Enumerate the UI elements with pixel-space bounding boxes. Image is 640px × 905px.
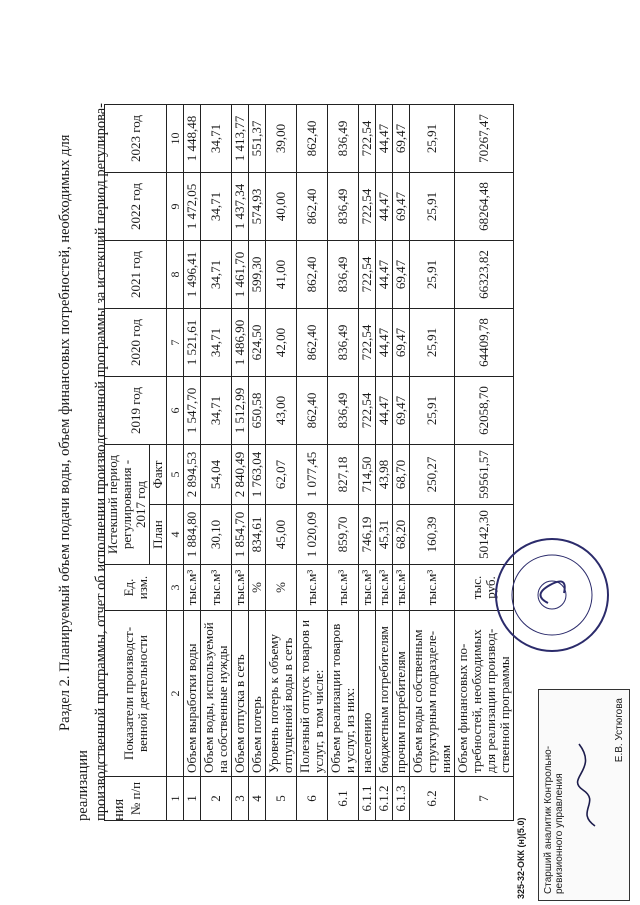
indicator-name-cell: Объем реализации товаров и услуг, из них: [328, 611, 359, 777]
column-index-row [167, 105, 184, 821]
form-code: 325-32-ОКК (н)(5.0) [516, 817, 526, 899]
index-cell: 9 [167, 173, 184, 241]
unit-cell: тыс.м³ [393, 565, 410, 611]
col-header-num: № п/п [105, 777, 167, 821]
value-cell-y2022: 68264,48 [455, 173, 514, 241]
value-cell-fact: 250,27 [410, 445, 455, 505]
col-header-2023: 2023 год [105, 105, 167, 173]
indicator-name-cell: Объем выработки воды [184, 611, 201, 777]
value-cell-y2019: 43,00 [266, 377, 297, 445]
value-cell-y2020: 1 486,90 [232, 309, 249, 377]
value-cell-y2021: 41,00 [266, 241, 297, 309]
row-number-cell: 6.1.3 [393, 777, 410, 821]
value-cell-plan: 45,00 [266, 505, 297, 565]
value-cell-y2020: 64409,78 [455, 309, 514, 377]
index-cell: 8 [167, 241, 184, 309]
unit-cell: тыс.м³ [297, 565, 328, 611]
value-cell-y2019: 1 512,99 [232, 377, 249, 445]
row-number-cell: 6 [297, 777, 328, 821]
index-cell: 1 [167, 777, 184, 821]
value-cell-y2022: 1 437,34 [232, 173, 249, 241]
value-cell-y2021: 69,47 [393, 241, 410, 309]
unit-cell: тыс.м³ [328, 565, 359, 611]
indicator-name-cell: Объем воды, используемой на собственные нужды [201, 611, 232, 777]
heading-line-2: производственной программы, отчет об исполнении производственной программы за истекший период регулирова- [93, 102, 109, 821]
signature-scribble [573, 740, 603, 830]
unit-cell: % [249, 565, 266, 611]
col-header-period: Истекший период регулирования - 2017 год [105, 445, 150, 565]
value-cell-y2023: 1 413,77 [232, 105, 249, 173]
value-cell-y2020: 722,54 [359, 309, 376, 377]
value-cell-y2020: 42,00 [266, 309, 297, 377]
production-program-table [104, 104, 514, 821]
value-cell-y2020: 1 521,61 [184, 309, 201, 377]
value-cell-y2019: 1 547,70 [184, 377, 201, 445]
value-cell-fact: 43,98 [376, 445, 393, 505]
value-cell-y2021: 1 496,41 [184, 241, 201, 309]
col-header-2021: 2021 год [105, 241, 167, 309]
row-number-cell: 1 [184, 777, 201, 821]
value-cell-y2021: 599,30 [249, 241, 266, 309]
value-cell-y2019: 836,49 [328, 377, 359, 445]
heading-line-3: ния [111, 798, 127, 821]
table-row [328, 105, 359, 821]
unit-cell: тыс.м³ [376, 565, 393, 611]
signatory-title: Старший аналитик Контрольно-ревизионного управления [543, 745, 565, 894]
row-number-cell: 6.1.2 [376, 777, 393, 821]
value-cell-y2019: 722,54 [359, 377, 376, 445]
value-cell-y2023: 70267,47 [455, 105, 514, 173]
unit-cell: тыс.м³ [232, 565, 249, 611]
unit-cell: тыс.м³ [201, 565, 232, 611]
index-cell: 7 [167, 309, 184, 377]
row-number-cell: 2 [201, 777, 232, 821]
index-cell: 4 [167, 505, 184, 565]
value-cell-y2022: 574,93 [249, 173, 266, 241]
heading-line-1: Раздел 2. Планируемый объем подачи воды, объем финансовых потребностей, необходимых для реализации [57, 134, 91, 821]
value-cell-y2023: 25,91 [410, 105, 455, 173]
value-cell-y2021: 862,40 [297, 241, 328, 309]
unit-cell: тыс.м³ [184, 565, 201, 611]
value-cell-y2019: 650,58 [249, 377, 266, 445]
value-cell-y2022: 836,49 [328, 173, 359, 241]
value-cell-y2021: 1 461,70 [232, 241, 249, 309]
value-cell-y2022: 44,47 [376, 173, 393, 241]
col-header-2019: 2019 год [105, 377, 167, 445]
value-cell-y2021: 836,49 [328, 241, 359, 309]
index-cell: 3 [167, 565, 184, 611]
value-cell-plan: 1 854,70 [232, 505, 249, 565]
table-row [455, 105, 514, 821]
indicator-name-cell: Уровень потерь к объему отпущенной воды в сеть [266, 611, 297, 777]
value-cell-y2022: 862,40 [297, 173, 328, 241]
value-cell-y2023: 551,37 [249, 105, 266, 173]
table-row [184, 105, 201, 821]
value-cell-y2019: 25,91 [410, 377, 455, 445]
row-number-cell: 6.1.1 [359, 777, 376, 821]
table-row [249, 105, 266, 821]
value-cell-plan: 160,39 [410, 505, 455, 565]
col-header-plan: План [150, 505, 167, 565]
indicator-name-cell: Объем отпуска в сеть [232, 611, 249, 777]
value-cell-fact: 714,50 [359, 445, 376, 505]
indicator-name-cell: Полезный отпуск товаров и услуг, в том числе: [297, 611, 328, 777]
value-cell-y2023: 862,40 [297, 105, 328, 173]
value-cell-fact: 827,18 [328, 445, 359, 505]
col-header-unit: Ед. изм. [105, 565, 167, 611]
value-cell-y2023: 1 448,48 [184, 105, 201, 173]
round-seal-stamp [492, 535, 612, 655]
value-cell-fact: 1 763,04 [249, 445, 266, 505]
value-cell-plan: 859,70 [328, 505, 359, 565]
table-body [167, 105, 514, 821]
table-row [410, 105, 455, 821]
signatory-name: Е.В. Устюгова [614, 698, 625, 763]
value-cell-fact: 2 840,49 [232, 445, 249, 505]
value-cell-y2023: 34,71 [201, 105, 232, 173]
value-cell-y2021: 34,71 [201, 241, 232, 309]
value-cell-y2023: 722,54 [359, 105, 376, 173]
index-cell: 2 [167, 611, 184, 777]
table-row [297, 105, 328, 821]
approval-signature-block [538, 689, 630, 901]
table-row [393, 105, 410, 821]
value-cell-fact: 62,07 [266, 445, 297, 505]
value-cell-y2022: 722,54 [359, 173, 376, 241]
value-cell-y2019: 62058,70 [455, 377, 514, 445]
value-cell-y2022: 34,71 [201, 173, 232, 241]
value-cell-plan: 1 020,09 [297, 505, 328, 565]
table-row [232, 105, 249, 821]
row-number-cell: 3 [232, 777, 249, 821]
indicator-name-cell: населению [359, 611, 376, 777]
value-cell-plan: 30,10 [201, 505, 232, 565]
indicator-name-cell: Объем финансовых по-требностей, необходимых для реализации производ-ственной программы [455, 611, 514, 777]
col-header-2022: 2022 год [105, 173, 167, 241]
value-cell-y2021: 25,91 [410, 241, 455, 309]
value-cell-y2023: 69,47 [393, 105, 410, 173]
indicator-name-cell: Объем потерь [249, 611, 266, 777]
value-cell-plan: 1 884,80 [184, 505, 201, 565]
value-cell-y2023: 836,49 [328, 105, 359, 173]
col-header-fact: Факт [150, 445, 167, 505]
value-cell-y2021: 722,54 [359, 241, 376, 309]
value-cell-fact: 1 077,45 [297, 445, 328, 505]
table-row [266, 105, 297, 821]
value-cell-y2022: 69,47 [393, 173, 410, 241]
indicator-name-cell: Объем воды собственным структурным подразделе-ниям [410, 611, 455, 777]
value-cell-y2022: 40,00 [266, 173, 297, 241]
value-cell-y2019: 44,47 [376, 377, 393, 445]
value-cell-y2020: 44,47 [376, 309, 393, 377]
row-number-cell: 5 [266, 777, 297, 821]
indicator-name-cell: бюджетным потребителям [376, 611, 393, 777]
value-cell-y2020: 624,50 [249, 309, 266, 377]
value-cell-y2019: 34,71 [201, 377, 232, 445]
unit-cell: тыс.м³ [359, 565, 376, 611]
index-cell: 5 [167, 445, 184, 505]
unit-cell: % [266, 565, 297, 611]
col-header-2020: 2020 год [105, 309, 167, 377]
value-cell-y2019: 69,47 [393, 377, 410, 445]
row-number-cell: 4 [249, 777, 266, 821]
table-row [359, 105, 376, 821]
value-cell-y2019: 862,40 [297, 377, 328, 445]
value-cell-plan: 746,19 [359, 505, 376, 565]
value-cell-fact: 59561,57 [455, 445, 514, 505]
value-cell-y2022: 1 472,05 [184, 173, 201, 241]
value-cell-y2022: 25,91 [410, 173, 455, 241]
table-row [376, 105, 393, 821]
value-cell-y2020: 836,49 [328, 309, 359, 377]
value-cell-y2020: 25,91 [410, 309, 455, 377]
value-cell-plan: 45,31 [376, 505, 393, 565]
value-cell-y2023: 44,47 [376, 105, 393, 173]
value-cell-y2020: 34,71 [201, 309, 232, 377]
value-cell-fact: 54,04 [201, 445, 232, 505]
value-cell-plan: 68,20 [393, 505, 410, 565]
value-cell-y2023: 39,00 [266, 105, 297, 173]
unit-cell: тыс. руб. [455, 565, 514, 611]
row-number-cell: 7 [455, 777, 514, 821]
value-cell-fact: 68,70 [393, 445, 410, 505]
value-cell-fact: 2 894,53 [184, 445, 201, 505]
col-header-name: Показатели производст-венной деятельности [105, 611, 167, 777]
table-row [201, 105, 232, 821]
value-cell-y2020: 862,40 [297, 309, 328, 377]
index-cell: 6 [167, 377, 184, 445]
indicator-name-cell: прочим потребителям [393, 611, 410, 777]
value-cell-plan: 834,61 [249, 505, 266, 565]
value-cell-y2020: 69,47 [393, 309, 410, 377]
value-cell-y2021: 66323,82 [455, 241, 514, 309]
unit-cell: тыс.м³ [410, 565, 455, 611]
row-number-cell: 6.2 [410, 777, 455, 821]
value-cell-y2021: 44,47 [376, 241, 393, 309]
index-cell: 10 [167, 105, 184, 173]
row-number-cell: 6.1 [328, 777, 359, 821]
value-cell-plan: 50142,30 [455, 505, 514, 565]
